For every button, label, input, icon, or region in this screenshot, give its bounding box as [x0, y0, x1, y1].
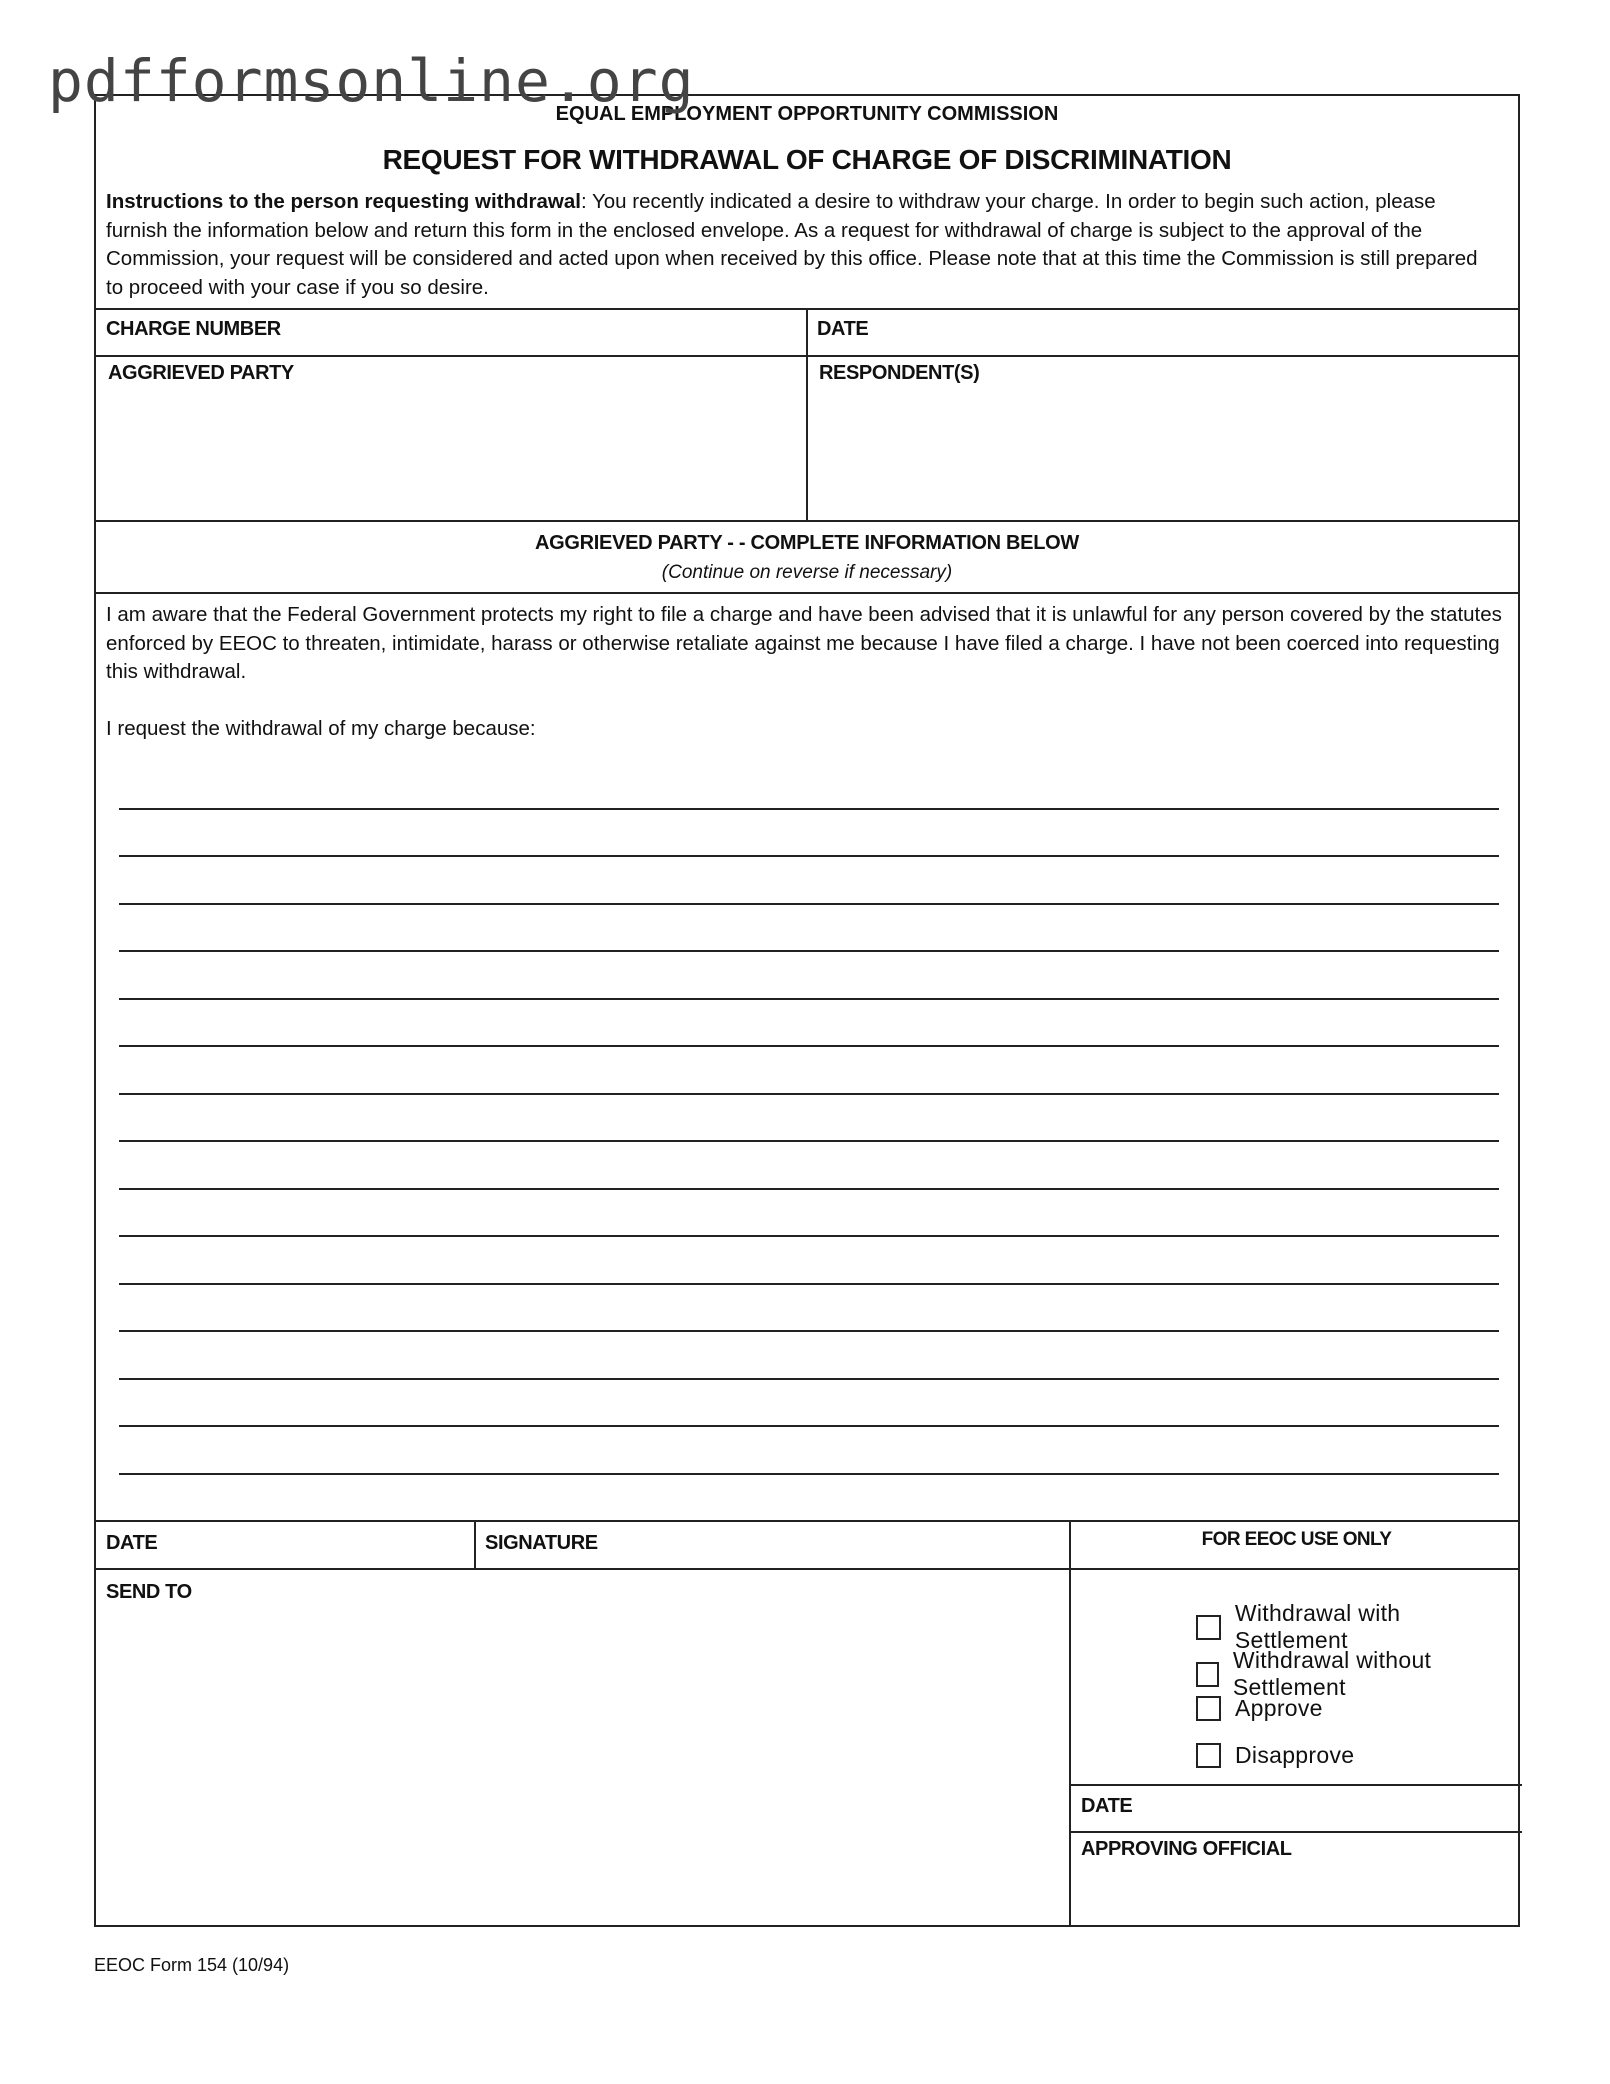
option-label: Withdrawal with Settlement	[1234, 1600, 1401, 1653]
writing-line[interactable]	[119, 1283, 1499, 1285]
form-title: REQUEST FOR WITHDRAWAL OF CHARGE OF DISCRIMINATION	[382, 144, 1232, 175]
section-subheading: (Continue on reverse if necessary)	[661, 562, 953, 583]
writing-line[interactable]	[119, 1045, 1499, 1047]
writing-line[interactable]	[119, 1330, 1499, 1332]
divider	[96, 592, 1518, 594]
writing-line[interactable]	[119, 1235, 1499, 1237]
writing-line[interactable]	[119, 1140, 1499, 1142]
charge-number-field[interactable]: CHARGE NUMBER	[106, 318, 281, 340]
withdrawal-form	[94, 94, 1520, 1927]
divider	[1069, 1520, 1071, 1927]
writing-line[interactable]	[119, 1188, 1499, 1190]
awareness-statement: I am aware that the Federal Government protects my right to file a charge and have been advised that it is unlawful for any person covered by the statutes enforced by EEOC to threaten, intimidate, harass or otherwise retaliate against me because I have filed a charge. I have not been coerced into requesting this withdrawal.	[106, 603, 1502, 683]
reason-prompt: I request the withdrawal of my charge because:	[106, 717, 536, 740]
option-label: Approve	[1235, 1695, 1323, 1721]
checkbox[interactable]	[1196, 1696, 1221, 1721]
instructions-lead: Instructions to the person requesting withdrawal	[106, 190, 581, 213]
respondents-field[interactable]: RESPONDENT(S)	[819, 362, 980, 384]
checkbox[interactable]	[1196, 1743, 1221, 1768]
eeoc-use-only-heading: FOR EEOC USE ONLY	[1201, 1529, 1392, 1550]
option-approve[interactable]	[1196, 1695, 1323, 1722]
writing-line[interactable]	[119, 1378, 1499, 1380]
option-label: Withdrawal without Settlement	[1232, 1647, 1432, 1700]
instructions	[106, 188, 1500, 302]
aggrieved-party-field[interactable]: AGGRIEVED PARTY	[108, 362, 294, 384]
divider	[96, 520, 1518, 522]
signature-field[interactable]: SIGNATURE	[485, 1532, 598, 1554]
divider	[1069, 1831, 1522, 1833]
writing-line[interactable]	[119, 903, 1499, 905]
send-to-field[interactable]: SEND TO	[106, 1581, 192, 1603]
divider	[474, 1520, 476, 1568]
writing-line[interactable]	[119, 998, 1499, 1000]
section-heading: AGGRIEVED PARTY - - COMPLETE INFORMATION BELOW	[535, 532, 1079, 554]
agency-name: EQUAL EMPLOYMENT OPPORTUNITY COMMISSION	[555, 103, 1059, 125]
option-withdrawal-without-settlement[interactable]	[1196, 1647, 1518, 1701]
watermark: pdfformsonline.org	[48, 47, 695, 115]
divider	[1069, 1784, 1522, 1786]
form-number: EEOC Form 154 (10/94)	[94, 1955, 290, 1975]
instructions-text: : You recently indicated a desire to withdraw your charge. In order to begin such action, please furnish the information below and return this form in the enclosed envelope. As a request for withdrawal of charge is subject to the approval of the Commission, your request will be considered and acted upon when received by this office. Please note that at this time the Commission is still prepared to proceed with your case if you so desire.	[106, 190, 1478, 299]
writing-line[interactable]	[119, 855, 1499, 857]
divider	[806, 308, 808, 522]
option-label: Disapprove	[1235, 1742, 1355, 1768]
checkbox[interactable]	[1196, 1662, 1219, 1687]
checkbox[interactable]	[1196, 1615, 1221, 1640]
approving-official-field[interactable]: APPROVING OFFICIAL	[1081, 1838, 1292, 1860]
writing-line[interactable]	[119, 950, 1499, 952]
option-disapprove[interactable]	[1196, 1742, 1354, 1769]
writing-line[interactable]	[119, 808, 1499, 810]
option-withdrawal-with-settlement[interactable]	[1196, 1600, 1518, 1654]
divider	[96, 1520, 1518, 1522]
writing-line[interactable]	[119, 1093, 1499, 1095]
date-field[interactable]: DATE	[817, 318, 869, 340]
official-date-field[interactable]: DATE	[1081, 1795, 1133, 1817]
writing-line[interactable]	[119, 1425, 1499, 1427]
divider	[96, 1568, 1518, 1570]
writing-line[interactable]	[119, 1473, 1499, 1475]
divider	[96, 355, 1518, 357]
signature-date-field[interactable]: DATE	[106, 1532, 158, 1554]
